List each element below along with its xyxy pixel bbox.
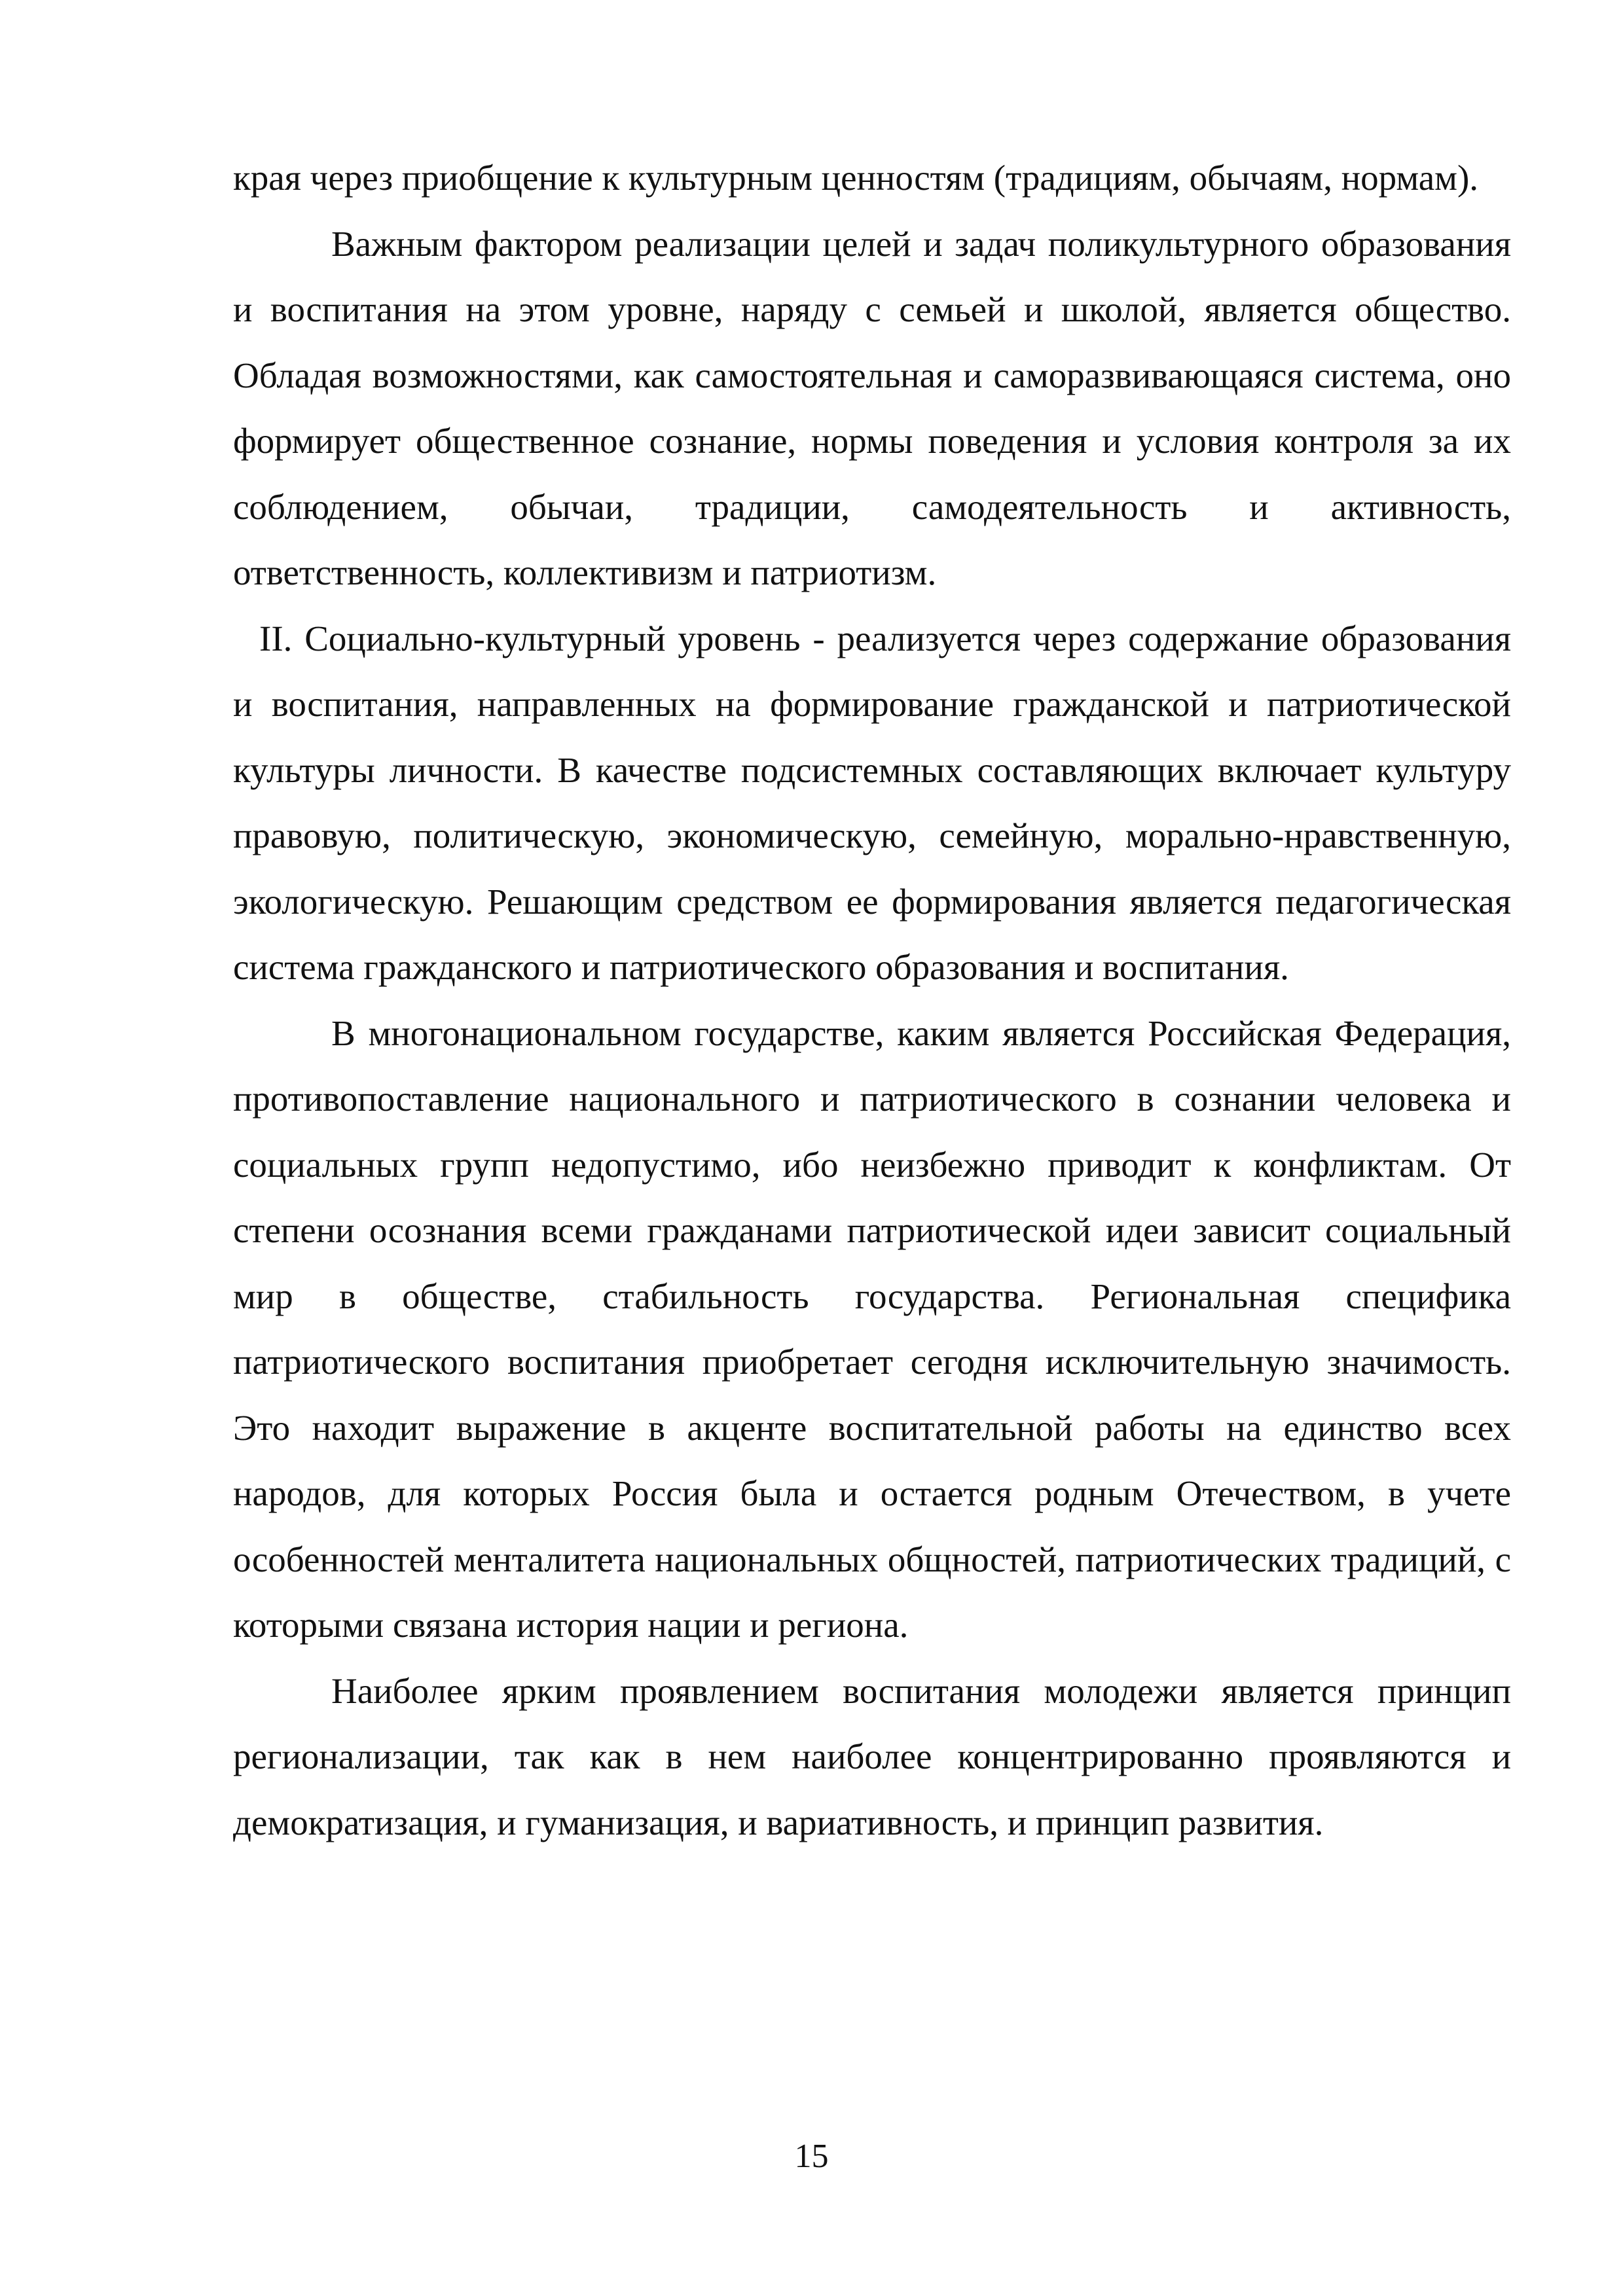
- paragraph-multinational-state: В многонациональном государстве, каким является Российская Федерация, противопоставление национального и патриотического в сознании человека и социальных групп недопустимо, ибо неизбежно приводит к конфликтам. От степени осознания всеми гражданами патриотической идеи зависит социальный мир в обществе, стабильность государства. Региональная специфика патриотического воспитания приобретает сегодня исключительную значимость. Это находит выражение в акценте воспитательной работы на единство всех народов, для которых Россия была и остается родным Отечеством, в учете особенностей менталитета национальных общностей, патриотических традиций, с которыми связана история нации и региона.: [233, 1013, 1511, 1645]
- paragraph-continuation: края через приобщение к культурным ценностям (традициям, обычаям, нормам).: [233, 158, 1479, 198]
- paragraph-socio-cultural-level: II. Социально-культурный уровень - реализуется через содержание образования и воспитания, направленных на формирование гражданской и патриотической культуры личности. В качестве подсистемных составляющих включает культуру правовую, политическую, экономическую, семейную, морально-нравственную, экологическую. Решающим средством ее формирования является педагогическая система гражданского и патриотического образования и воспитания.: [233, 618, 1511, 987]
- paragraph-regionalization: Наиболее ярким проявлением воспитания молодежи является принцип регионализации, так как в нем наиболее концентрированно проявляются и демократизация, и гуманизация, и вариативность, и принцип развития.: [233, 1670, 1511, 1842]
- body-text: [233, 145, 1511, 1856]
- paragraph-society-factor: Важным фактором реализации целей и задач поликультурного образования и воспитания на этом уровне, наряду с семьей и школой, является общество. Обладая возможностями, как самостоятельная и саморазвивающаяся система, оно формирует общественное сознание, нормы поведения и условия контроля за их соблюдением, обычаи, традиции, самодеятельность и активность, ответственность, коллективизм и патриотизм.: [233, 223, 1511, 592]
- page-number: 15: [794, 2138, 829, 2175]
